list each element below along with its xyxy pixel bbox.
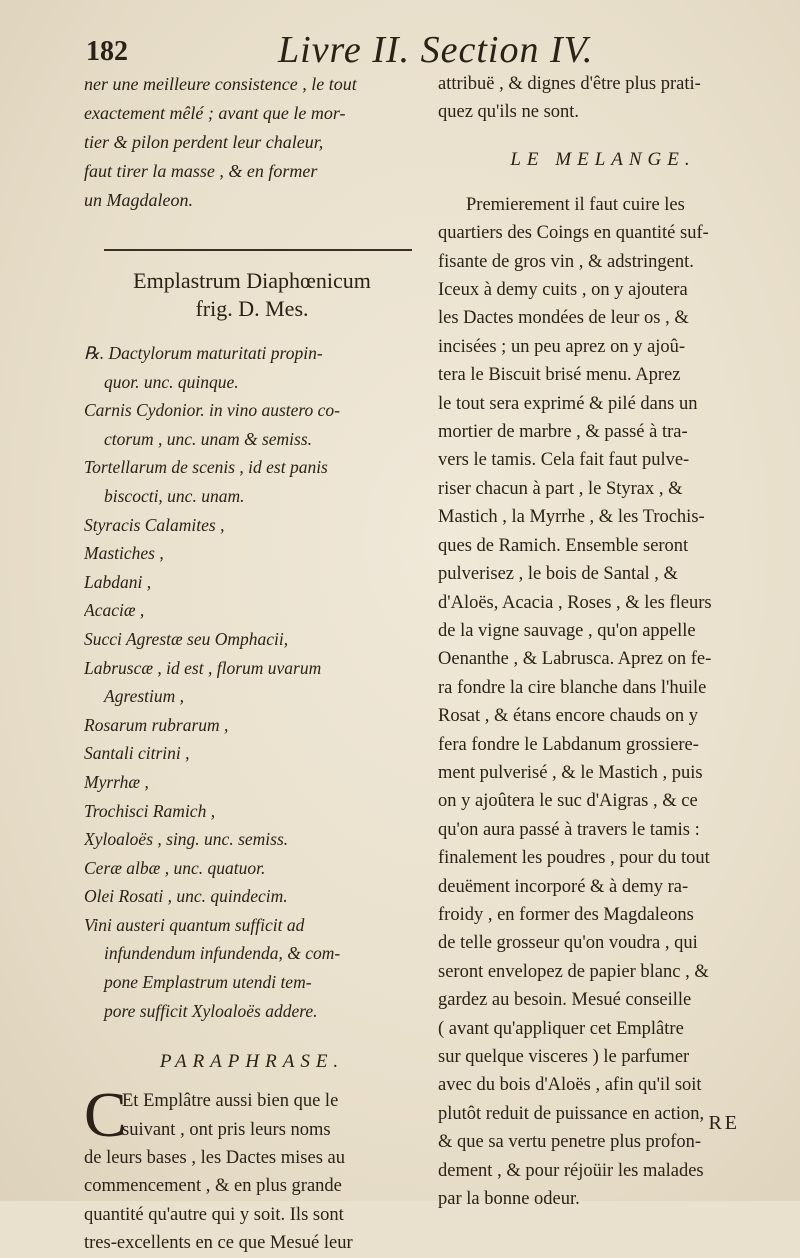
- recipe-line: biscocti, unc. unam.: [104, 485, 245, 506]
- text-line: seront envelopez de papier blanc , &: [438, 961, 709, 982]
- recipe-line: quor. unc. quinque.: [104, 371, 239, 392]
- text-line: avec du bois d'Aloës , afin qu'il soit: [438, 1075, 702, 1096]
- text-line: finalement les poudres , pour du tout: [438, 848, 710, 869]
- text-line: exactement mêlé ; avant que le mor-: [84, 103, 346, 123]
- recipe-line: Tortellarum de scenis , id est panis: [84, 457, 328, 478]
- recipe-line: Trochisci Ramich ,: [84, 800, 216, 821]
- text-line: on y ajoûtera le suc d'Aigras , & ce: [438, 791, 698, 812]
- text-line: Oenanthe , & Labrusca. Aprez on fe-: [438, 649, 712, 670]
- text-line: gardez au besoin. Mesué conseille: [438, 990, 692, 1011]
- text-line: quantité qu'autre qui y soit. Ils sont: [84, 1204, 344, 1225]
- page-number: 182: [86, 36, 128, 67]
- text-line: incisées ; un peu aprez on y ajoû-: [438, 336, 686, 357]
- recipe-list: [84, 339, 420, 1025]
- text-line: fisante de gros vin , & adstringent.: [438, 251, 694, 272]
- recipe-line: Succi Agrestæ seu Omphacii,: [84, 628, 289, 649]
- recipe-line: Labruscæ , id est , florum uvarum: [84, 657, 322, 678]
- text-line: les Dactes mondées de leur os , &: [438, 308, 689, 329]
- recipe-line: Olei Rosati , unc. quindecim.: [84, 886, 288, 907]
- left-column: [84, 70, 420, 1258]
- text-line: de la vigne sauvage , qu'on appelle: [438, 620, 696, 641]
- text-line: ( avant qu'appliquer cet Emplâtre: [438, 1018, 684, 1039]
- recipe-line: Xyloaloës , sing. unc. semiss.: [84, 829, 289, 850]
- text-line: Iceux à demy cuits , on y ajoutera: [438, 280, 688, 301]
- recipe-line: Vini austeri quantum sufficit ad: [84, 914, 305, 935]
- melange-paragraph: [438, 191, 768, 1214]
- drop-cap: C: [84, 1079, 127, 1151]
- text-line: de telle grosseur qu'on voudra , qui: [438, 933, 698, 954]
- text-line: faut tirer la masse , & en former: [84, 161, 318, 181]
- text-line: Et Emplâtre aussi bien que le: [122, 1091, 339, 1112]
- text-line: & que sa vertu penetre plus profon-: [438, 1132, 702, 1153]
- text-line: d'Aloës, Acacia , Roses , & les fleurs: [438, 592, 712, 613]
- text-line: riser chacun à part , le Styrax , &: [438, 478, 683, 499]
- catchword: RE: [708, 1112, 740, 1134]
- text-line: froidy , en former des Magdaleons: [438, 904, 694, 925]
- text-line: ment pulverisé , & le Mastich , puis: [438, 762, 703, 783]
- text-line: Rosat , & étans encore chauds on y: [438, 706, 698, 727]
- recipe-line: Myrrhæ ,: [84, 771, 149, 792]
- text-line: un Magdaleon.: [84, 190, 193, 210]
- text-line: quez qu'ils ne sont.: [438, 102, 580, 123]
- text-line: par la bonne odeur.: [438, 1189, 580, 1210]
- text-line: de leurs bases , les Dactes mises au: [84, 1148, 345, 1169]
- text-line: vers le tamis. Cela fait faut pulve-: [438, 450, 690, 471]
- text-line: ner une meilleure consistence , le tout: [84, 74, 357, 94]
- text-line: attribuë , & dignes d'être plus prati-: [438, 74, 701, 94]
- text-line: Premierement il faut cuire les: [466, 194, 685, 215]
- text-line: ques de Ramich. Ensemble seront: [438, 535, 689, 556]
- text-line: ra fondre la cire blanche dans l'huile: [438, 677, 707, 698]
- text-line: pulverisez , le bois de Santal , &: [438, 564, 678, 585]
- recipe-line: Agrestium ,: [104, 686, 185, 707]
- text-line: deuëment incorporé & à demy ra-: [438, 876, 689, 897]
- recipe-line: Styracis Calamites ,: [84, 514, 225, 535]
- recipe-line: Acaciæ ,: [84, 600, 145, 621]
- text-line: sur quelque visceres ) le parfumer: [438, 1047, 690, 1067]
- recipe-line: pore sufficit Xyloaloës addere.: [104, 1000, 318, 1021]
- text-line: plutôt reduit de puissance en action,: [438, 1103, 705, 1124]
- text-line: qu'on aura passé à travers le tamis :: [438, 819, 700, 840]
- text-line: commencement , & en plus grande: [84, 1176, 342, 1197]
- text-line: quartiers des Coings en quantité suf-: [438, 223, 709, 244]
- recipe-line: Carnis Cydonior. in vino austero co-: [84, 400, 341, 421]
- running-head: Livre II. Section IV.: [278, 29, 594, 71]
- recipe-line: Santali citrini ,: [84, 743, 190, 764]
- paraphrase-paragraph: [84, 1079, 420, 1257]
- text-line: le tout sera exprimé & pilé dans un: [438, 393, 698, 414]
- recipe-line: Rosarum rubrarum ,: [84, 714, 229, 735]
- text-line: Mastich , la Myrrhe , & les Trochis-: [438, 507, 705, 528]
- text-line: mortier de marbre , & passé à tra-: [438, 422, 688, 443]
- title-line: frig. D. Mes.: [195, 296, 309, 321]
- recipe-line: ctorum , unc. unam & semiss.: [104, 428, 313, 449]
- text-line: tera le Biscuit brisé menu. Aprez: [438, 365, 681, 386]
- text-line: fera fondre le Labdanum grossiere-: [438, 734, 699, 755]
- recipe-line: infundendum infundenda, & com-: [104, 943, 341, 964]
- text-line: dement , & pour réjoüir les malades: [438, 1160, 704, 1181]
- title-line: Emplastrum Diaphœnicum: [133, 268, 371, 293]
- text-line: tres-excellents en ce que Mesué leur: [84, 1233, 353, 1254]
- paraphrase-heading: PARAPHRASE.: [159, 1051, 345, 1073]
- recipe-line: pone Emplastrum utendi tem-: [104, 972, 312, 993]
- recipe-title: [84, 267, 420, 323]
- continued-paragraph: [438, 70, 768, 127]
- recipe-line: Mastiches ,: [84, 543, 164, 564]
- page-header: [0, 22, 800, 72]
- right-column: [438, 70, 768, 1213]
- intro-paragraph: [84, 70, 420, 215]
- text-line: suivant , ont pris leurs noms: [122, 1119, 331, 1140]
- recipe-line: ℞. Dactylorum maturitati propin-: [84, 343, 323, 363]
- text-line: tier & pilon perdent leur chaleur,: [84, 132, 324, 152]
- recipe-line: Ceræ albæ , unc. quatuor.: [84, 857, 266, 878]
- melange-heading: LE MELANGE.: [510, 148, 696, 170]
- recipe-line: Labdani ,: [84, 571, 152, 592]
